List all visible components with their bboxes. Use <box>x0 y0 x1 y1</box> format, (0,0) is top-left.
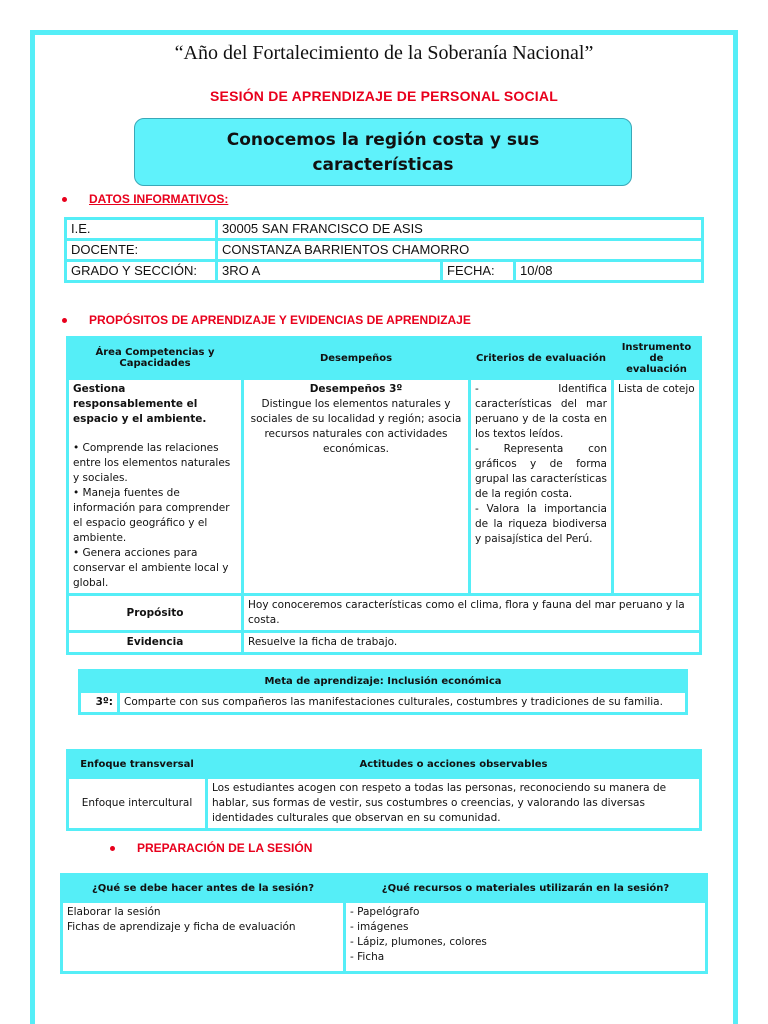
criterio-item: - Identifica características del mar peruano y de la costa en los textos leídos. <box>475 383 607 440</box>
list-item: - imágenes <box>350 921 409 933</box>
table-header-row <box>69 339 699 377</box>
criterio-item: - Valora la importancia de la riqueza biodiversa y paisajística del Perú. <box>475 503 607 545</box>
meta-table <box>78 669 688 715</box>
list-item: Elaborar la sesión <box>67 906 161 918</box>
header-instrumento: Instrumento de evaluación <box>614 339 699 377</box>
recursos-cell <box>346 903 705 971</box>
preparacion-header-right: ¿Qué recursos o materiales utilizarán en la sesión? <box>346 876 705 900</box>
competencia-cell <box>69 380 241 593</box>
preparacion-header-left: ¿Qué se debe hacer antes de la sesión? <box>63 876 343 900</box>
table-row <box>69 596 699 630</box>
competencia-title: Gestiona responsablemente el espacio y el ambiente. <box>73 383 207 425</box>
capacidad-item: • Genera acciones para conservar el ambiente local y global. <box>73 547 229 589</box>
grado-label: GRADO Y SECCIÓN: <box>67 262 215 280</box>
capacidad-item: • Maneja fuentes de información para comprender el espacio geográfico y el ambiente. <box>73 487 230 544</box>
preparacion-heading: PREPARACIÓN DE LA SESIÓN <box>110 841 312 855</box>
list-item: - Ficha <box>350 951 385 963</box>
antes-cell <box>63 903 343 971</box>
meta-grade: 3º: <box>81 693 117 712</box>
list-item: - Papelógrafo <box>350 906 420 918</box>
fecha-value: 10/08 <box>516 262 701 280</box>
table-row <box>67 262 701 280</box>
table-row <box>69 633 699 652</box>
datos-table <box>64 217 704 283</box>
grado-value: 3RO A <box>218 262 440 280</box>
table-row <box>69 380 699 593</box>
list-item: - Lápiz, plumones, colores <box>350 936 487 948</box>
table-row <box>67 241 701 259</box>
ie-value: 30005 SAN FRANCISCO DE ASIS <box>218 220 701 238</box>
bullet-icon <box>62 318 67 323</box>
lesson-title-line2: características <box>312 155 454 175</box>
desempeno-text: Distingue los elementos naturales y sociales de su localidad y región; asocia recursos naturales con actividades económicas. <box>250 398 462 455</box>
propositos-table <box>66 336 702 655</box>
docente-label: DOCENTE: <box>67 241 215 259</box>
header-area: Área Competencias y Capacidades <box>69 339 241 377</box>
enfoque-table <box>66 749 702 831</box>
capacidad-item: • Comprende las relaciones entre los elementos naturales y sociales. <box>73 442 231 484</box>
table-row <box>81 693 685 712</box>
preparacion-table <box>60 873 708 974</box>
evidencia-text: Resuelve la ficha de trabajo. <box>244 633 699 652</box>
lesson-title-line1: Conocemos la región costa y sus <box>226 130 540 150</box>
enfoque-header-right: Actitudes o acciones observables <box>208 752 699 776</box>
table-row <box>67 220 701 238</box>
session-title: SESIÓN DE APRENDIZAJE DE PERSONAL SOCIAL <box>210 88 558 104</box>
desempeno-cell <box>244 380 468 593</box>
table-header-row <box>69 752 699 776</box>
datos-heading: DATOS INFORMATIVOS: <box>62 192 228 206</box>
docente-value: CONSTANZA BARRIENTOS CHAMORRO <box>218 241 701 259</box>
national-motto: “Año del Fortalecimiento de la Soberanía Nacional” <box>174 42 594 64</box>
proposito-text: Hoy conoceremos características como el clima, flora y fauna del mar peruano y la costa. <box>244 596 699 630</box>
header-criterios: Criterios de evaluación <box>471 339 611 377</box>
evidencia-label: Evidencia <box>69 633 241 652</box>
meta-title: Meta de aprendizaje: Inclusión económica <box>81 672 685 690</box>
instrumento-cell: Lista de cotejo <box>614 380 699 593</box>
header-desempenos: Desempeños <box>244 339 468 377</box>
enfoque-text: Los estudiantes acogen con respeto a todas las personas, reconociendo su manera de hablar, sus formas de vestir, sus costumbres o creencias, y valorando las diversas identidades culturales que observan en su comunidad. <box>208 779 699 828</box>
enfoque-header-left: Enfoque transversal <box>69 752 205 776</box>
enfoque-name: Enfoque intercultural <box>69 779 205 828</box>
ie-label: I.E. <box>67 220 215 238</box>
propositos-heading: PROPÓSITOS DE APRENDIZAJE Y EVIDENCIAS DE APRENDIZAJE <box>62 313 471 327</box>
desempeno-title: Desempeños 3º <box>309 383 403 395</box>
criterios-cell <box>471 380 611 593</box>
list-item: Fichas de aprendizaje y ficha de evaluación <box>67 921 296 933</box>
table-row <box>69 779 699 828</box>
table-header-row <box>81 672 685 690</box>
table-row <box>63 903 705 971</box>
table-header-row <box>63 876 705 900</box>
lesson-title-box <box>134 118 632 186</box>
criterio-item: - Representa con gráficos y de forma grupal las características de la región costa. <box>475 443 607 500</box>
meta-text: Comparte con sus compañeros las manifestaciones culturales, costumbres y tradiciones de su familia. <box>120 693 685 712</box>
fecha-label: FECHA: <box>443 262 513 280</box>
bullet-icon <box>62 197 67 202</box>
proposito-label: Propósito <box>69 596 241 630</box>
bullet-icon <box>110 846 115 851</box>
